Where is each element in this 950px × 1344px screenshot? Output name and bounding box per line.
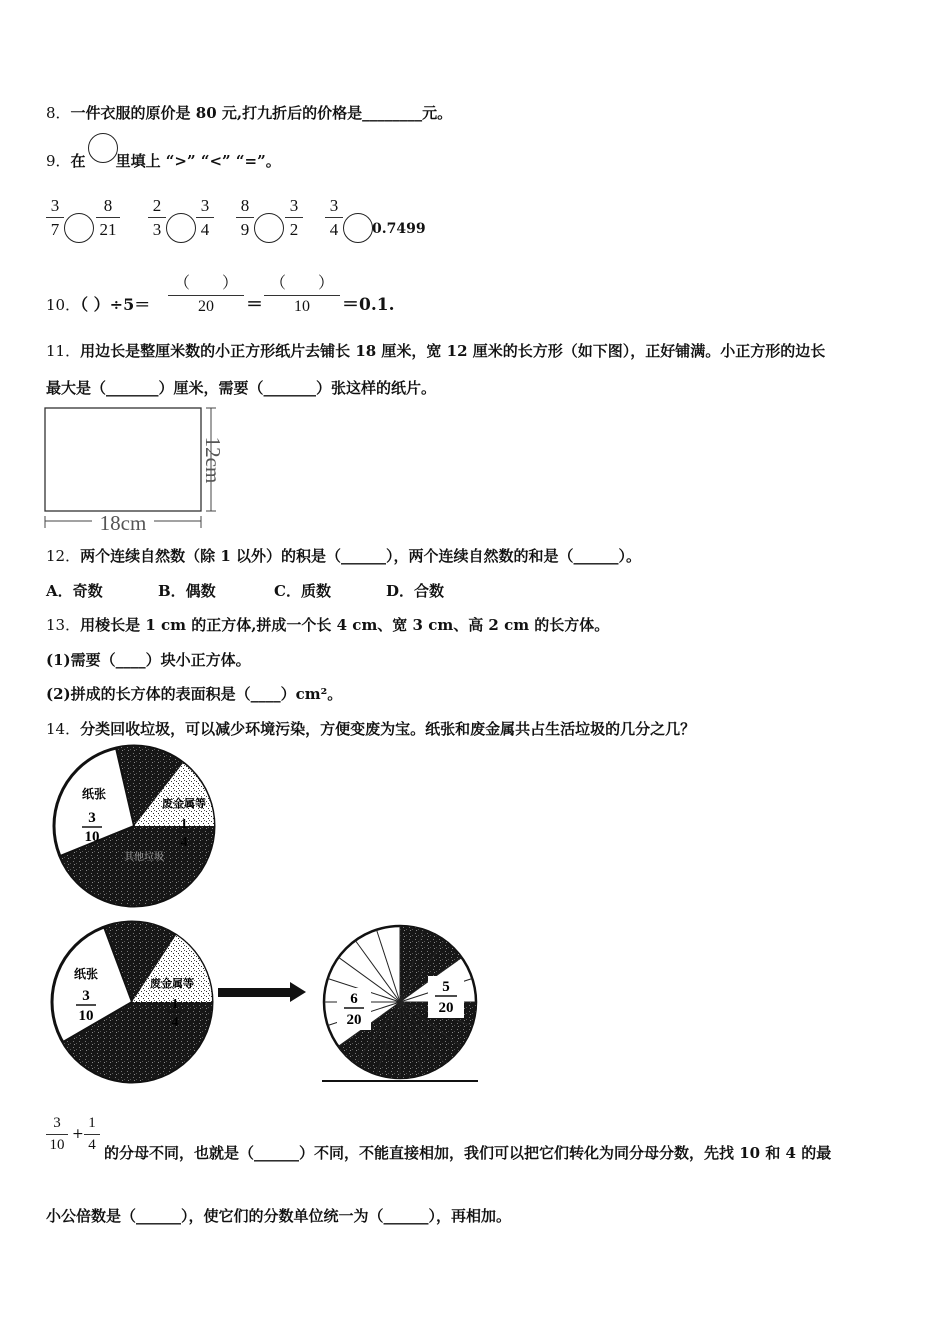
question-number: 14． bbox=[46, 720, 81, 738]
arrow-right-icon bbox=[218, 982, 306, 1002]
question-text: 的分母不同，也就是（______）不同，不能直接相加，我们可以把它们转化为同分母分数，先找 10 和 4 的最 bbox=[104, 1144, 832, 1162]
fraction: $\frac{8}{21}$ bbox=[96, 197, 120, 238]
question-number: 13． bbox=[46, 616, 81, 634]
fraction: $\frac{3}{2}$ bbox=[285, 197, 303, 238]
question-text: 用边长是整厘米数的小正方形纸片去铺长 18 厘米，宽 12 厘米的长方形（如下图），正好铺满。小正方形的边长 bbox=[80, 342, 826, 360]
converted-right-den: 20 bbox=[438, 1000, 454, 1016]
fraction: $\frac{3}{4}$ bbox=[325, 197, 343, 238]
converted-left-num: 6 bbox=[350, 991, 358, 1007]
question-text: 里填上 “>” “<” “=”。 bbox=[115, 152, 281, 170]
compare-circle-icon bbox=[88, 133, 118, 163]
svg-text:4: 4 bbox=[180, 835, 188, 850]
converted-right-num: 5 bbox=[442, 979, 450, 995]
width-label: 18cm bbox=[99, 511, 147, 535]
svg-text:废金属等: 废金属等 bbox=[150, 978, 194, 990]
fraction: $\frac{3}{4}$ bbox=[196, 197, 214, 238]
compare-circle[interactable] bbox=[254, 213, 284, 243]
compare-circle[interactable] bbox=[64, 213, 94, 243]
answer-blank[interactable]: （ ） bbox=[264, 276, 340, 296]
option-a[interactable]: A．奇数 bbox=[46, 582, 103, 600]
fraction: $\frac{3}{10}$ bbox=[46, 1116, 68, 1153]
question-text: 在 bbox=[70, 152, 86, 170]
question-number: 11． bbox=[46, 342, 81, 360]
sub-question-2: (2)拼成的长方体的表面积是（____）cm²。 bbox=[46, 685, 343, 703]
fraction: $\frac{8}{9}$ bbox=[236, 197, 254, 238]
plus-sign: + bbox=[72, 1126, 84, 1142]
svg-text:10: 10 bbox=[84, 829, 100, 845]
question-text: ＝0.1. bbox=[342, 295, 395, 315]
question-text: 小公倍数是（______），使它们的分数单位统一为（______），再相加。 bbox=[46, 1207, 512, 1225]
fraction: （ ） 10 bbox=[264, 276, 340, 315]
height-label: 12cm bbox=[201, 436, 225, 484]
question-number: 10． bbox=[46, 296, 81, 314]
question-14 bbox=[46, 718, 695, 739]
answer-blank[interactable]: ________ bbox=[362, 104, 423, 122]
pie-chart-3 bbox=[322, 926, 478, 1081]
svg-text:3: 3 bbox=[82, 988, 90, 1004]
svg-text:1: 1 bbox=[180, 817, 188, 832]
question-8 bbox=[46, 102, 452, 123]
option-c[interactable]: C．质数 bbox=[274, 582, 331, 600]
question-text: 分类回收垃圾，可以减少环境污染，方便变废为宝。纸张和废金属共占生活垃圾的几分之几？ bbox=[80, 720, 696, 738]
question-text: （ ）÷5＝ bbox=[80, 295, 151, 314]
option-d[interactable]: D．合数 bbox=[386, 582, 445, 600]
compare-circle[interactable] bbox=[343, 213, 373, 243]
pie-chart-2 bbox=[52, 922, 212, 1082]
question-text: 用棱长是 1 cm 的正方体,拼成一个长 4 cm、宽 3 cm、高 2 cm 的长方体。 bbox=[80, 616, 610, 634]
fraction: （ ） 20 bbox=[168, 276, 244, 315]
rectangle-figure bbox=[40, 404, 230, 536]
question-9 bbox=[46, 150, 281, 171]
question-13 bbox=[46, 614, 609, 635]
pie-label-metal: 废金属等 bbox=[162, 798, 206, 810]
pie-label-paper: 纸张 bbox=[81, 787, 107, 801]
question-text: 两个连续自然数（除 1 以外）的积是（______），两个连续自然数的和是（______）。 bbox=[80, 547, 641, 565]
equals-sign: ＝ bbox=[246, 295, 263, 315]
sub-question-1: (1)需要（____）块小正方体。 bbox=[46, 651, 251, 669]
question-number: 9． bbox=[46, 152, 71, 170]
question-text: 元。 bbox=[422, 104, 453, 122]
answer-blank[interactable]: （ ） bbox=[168, 276, 244, 296]
pie-label-other: 其他垃圾 bbox=[124, 852, 164, 863]
compare-circle[interactable] bbox=[166, 213, 196, 243]
options-row bbox=[46, 580, 444, 601]
rectangle-outline bbox=[45, 408, 201, 511]
pie-chart-1 bbox=[54, 746, 214, 906]
svg-text:1: 1 bbox=[171, 997, 179, 1012]
decimal-value: 0.7499 bbox=[372, 221, 426, 237]
svg-text:纸张: 纸张 bbox=[73, 967, 99, 981]
fraction: $\frac{2}{3}$ bbox=[148, 197, 166, 238]
svg-text:3: 3 bbox=[88, 810, 96, 826]
fraction: $\frac{3}{7}$ bbox=[46, 197, 64, 238]
svg-text:10: 10 bbox=[78, 1008, 94, 1024]
question-number: 8． bbox=[46, 104, 71, 122]
question-12 bbox=[46, 545, 641, 566]
question-text: 最大是（_______）厘米，需要（_______）张这样的纸片。 bbox=[46, 379, 437, 397]
fraction: $\frac{1}{4}$ bbox=[84, 1116, 100, 1153]
converted-left-den: 20 bbox=[346, 1012, 362, 1028]
question-11 bbox=[46, 340, 825, 361]
option-b[interactable]: B．偶数 bbox=[158, 582, 216, 600]
pie-charts-figure bbox=[0, 740, 950, 1100]
question-text: 一件衣服的原价是 80 元,打九折后的价格是 bbox=[70, 104, 363, 122]
svg-text:4: 4 bbox=[171, 1015, 179, 1030]
question-number: 12． bbox=[46, 547, 81, 565]
